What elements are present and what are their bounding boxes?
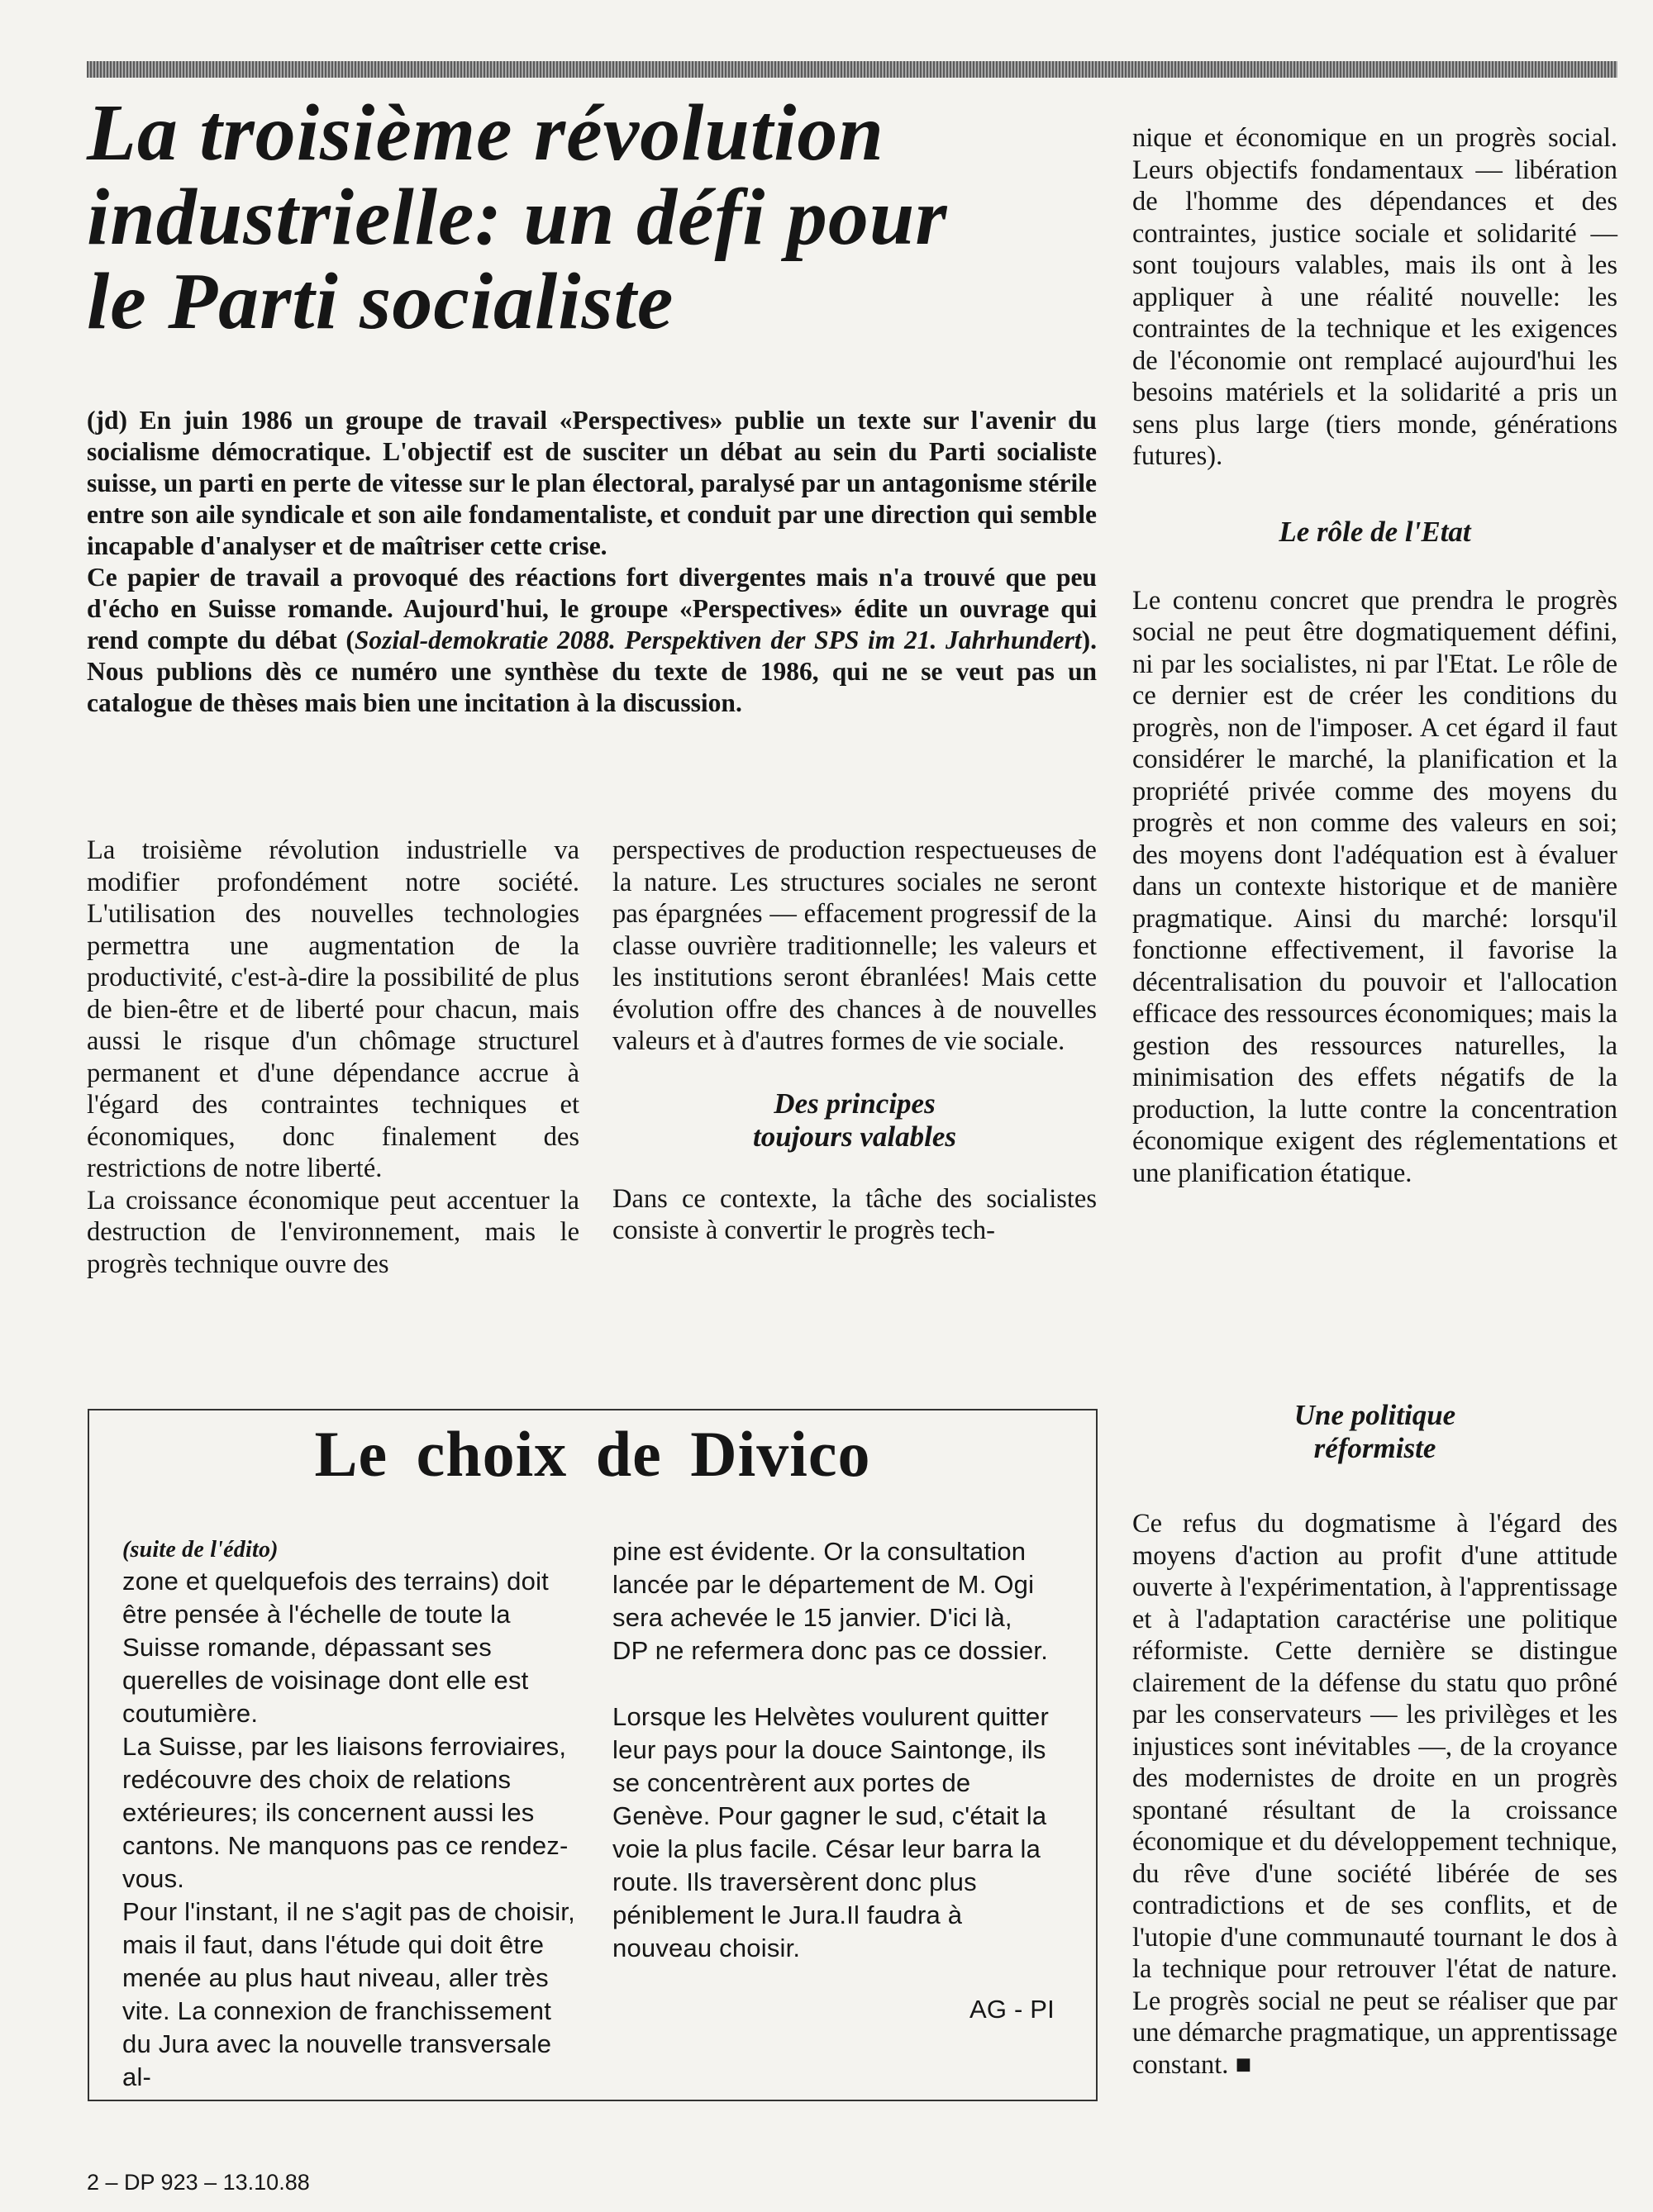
body-paragraph: Le contenu concret que prendra le progrès social ne peut être dogmatiquement défini, ni par les socialistes, ni par l'Etat. Le rôle de ce dernier est de créer les conditions du progrès, non de l'imposer. A cet égard il faut considérer le marché, la planification et la propriété privée comme des moyens du progrès et non comme des valeurs en soi; des moyens dont l'adéquation est à évaluer dans un contexte historique et de manière pragmatique. Ainsi du marché: lorsqu'il fonctionne effectivement, il favorise la décentralisation du pouvoir et l'allocation efficace des ressources économiques; mais la gestion des ressources naturelles, la minimisation des effets négatifs de la production, la lutte contre la concentration économique exigent des réglementations et une planification étatique.: [1132, 585, 1617, 1188]
body-paragraph: La troisième révolution industrielle va modifier profondément notre société. L'utilisation des nouvelles technologies permettra une augmentation de la productivité, c'est-à-dire la possibilité de plus de bien-être et de liberté pour chacun, mais aussi le risque d'un chômage structurel permanent et d'une dépendance accrue à l'égard des contraintes techniques et économiques, donc finalement des restrictions de notre liberté.: [87, 835, 579, 1183]
article-lead: [87, 405, 1097, 719]
lead-paragraph: (jd) En juin 1986 un groupe de travail «Perspectives» publie un texte sur l'avenir du socialisme démocratique. L'objectif est de susciter un débat au sein du Parti socialiste suisse, un parti en perte de vitesse sur le plan électoral, paralysé par un antagonisme stérile entre son aile syndicale et son aile fondamentaliste, et conduit par une direction qui semble incapable d'analyser et de maîtriser cette crise.: [87, 406, 1097, 560]
subheading-line: Des principes: [774, 1087, 936, 1120]
article-headline: [87, 88, 1120, 346]
lead-text: Ce papier de travail a provoqué des réactions fort divergentes mais n'a trouvé que peu d'écho en Suisse romande. Aujourd'hui, le groupe «Perspectives» édite un ouvrage qui rend compte du débat (: [87, 563, 1097, 654]
body-paragraph: nique et économique en un progrès social. Leurs objectifs fondamentaux — libération de l'homme des dépendances et des contraintes, justice sociale et solidarité — sont toujours valables, mais ils ont à les appliquer à une réalité nouvelle: les contraintes de la technique et les exigences de l'économie ont remplacé aujourd'hui les besoins matériels et la solidarité a pris un sens plus large (tiers monde, générations futures).: [1132, 123, 1617, 471]
divico-title: Le choix de Divico: [314, 1418, 871, 1490]
headline-line: industrielle: un défi pour: [87, 173, 948, 262]
headline-line: le Parti socialiste: [87, 257, 674, 346]
article-column-1: [87, 835, 579, 1280]
body-paragraph: zone et quelquefois des terrains) doit être pensée à l'échelle de toute la Suisse romande, dépassant ses querelles de voisinage dont elle est coutumière.: [122, 1567, 549, 1728]
lead-paragraph: [87, 562, 1097, 719]
subheading-principes: [612, 1087, 1097, 1154]
continued-note: (suite de l'édito): [122, 1537, 279, 1563]
body-paragraph: perspectives de production respectueuses de la nature. Les structures sociales ne seront pas épargnées — effacement progressif de la classe ouvrière traditionnelle; les valeurs et les institutions seront ébranlées! Mais cette évolution offre des chances à de nouvelles valeurs et à d'autres formes de vie sociale.: [612, 835, 1097, 1056]
article-column-4: [1132, 1508, 1617, 2081]
author-signature: AG - PI: [969, 1995, 1055, 2024]
body-paragraph: Pour l'instant, il ne s'agit pas de choisir, mais il faut, dans l'étude qui doit être menée au plus haut niveau, aller très vite. La connexion de franchissement du Jura avec la nouvelle transversale al-: [122, 1897, 575, 2091]
body-paragraph: La Suisse, par les liaisons ferroviaires, redécouvre des choix de relations extérieures; ils concernent aussi les cantons. Ne manquons pas ce rendez-vous.: [122, 1732, 569, 1893]
lead-text: ). Nous publions dès ce numéro une synthèse du texte de 1986, qui ne se veut pas un catalogue de thèses mais bien une incitation à la discussion.: [87, 626, 1097, 717]
subheading-politique: [1132, 1399, 1617, 1465]
end-mark-icon: ■: [1235, 2049, 1252, 2080]
header-rule: [87, 61, 1617, 78]
subheading-line: Une politique: [1293, 1399, 1456, 1431]
body-paragraph: Lorsque les Helvètes voulurent quitter leur pays pour la douce Saintonge, ils se concentrèrent aux portes de Genève. Pour gagner le sud, c'était la voie la plus facile. César leur barra la route. Ils traversèrent donc plus péniblement le Jura.Il faudra à nouveau choisir.: [612, 1702, 1050, 1962]
subheading-role-etat: Le rôle de l'Etat: [1279, 515, 1471, 548]
subheading-line: réformiste: [1313, 1432, 1436, 1464]
article-column-3: [1132, 122, 1617, 1189]
body-paragraph: La croissance économique peut accentuer la destruction de l'environnement, mais le progrès technique ouvre des: [87, 1185, 579, 1279]
article-column-2: [612, 835, 1097, 1247]
headline-line: La troisième révolution: [87, 88, 884, 178]
page-footer: 2 – DP 923 – 13.10.88: [87, 2170, 310, 2195]
body-text: Ce refus du dogmatisme à l'égard des moyens d'action au profit d'une attitude ouverte à l'expérimentation, à l'apprentissage et à l'adaptation caractérise une politique réformiste. Cette dernière se distingue clairement de la défense du statu quo prôné par les conservateurs — les privilèges et les injustices sont inévitables —, de la croyance des modernistes de droite en un progrès spontané résultant de la croissance économique et du développement technique, du rêve d'une société libérée de ses contradictions et de ses conflits, et de l'utopie d'une communauté tournant le dos à la technique pour retrouver l'état de nature. Le progrès social ne peut se réaliser que par une démarche pragmatique, un apprentissage constant.: [1132, 1509, 1617, 2080]
body-paragraph: pine est évidente. Or la consultation lancée par le département de M. Ogi sera achevée le 15 janvier. D'ici là, DP ne refermera donc pas ce dossier.: [612, 1537, 1049, 1665]
divico-column-left: [122, 1535, 575, 2094]
divico-column-right: [612, 1535, 1055, 2026]
book-title: Sozial-demokratie 2088. Perspektiven der SPS im 21. Jahrhundert: [354, 626, 1082, 654]
body-paragraph: [1132, 1508, 1617, 2081]
body-paragraph: Dans ce contexte, la tâche des socialistes consiste à convertir le progrès tech-: [612, 1183, 1097, 1245]
subheading-line: toujours valables: [752, 1120, 956, 1153]
